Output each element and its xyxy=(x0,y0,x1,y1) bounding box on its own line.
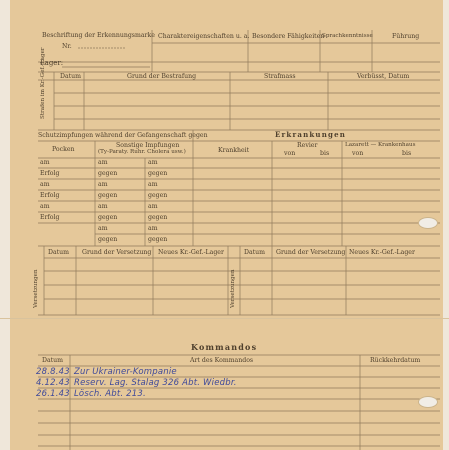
impf-c-row: gegen xyxy=(148,170,168,177)
impf-b-row: am xyxy=(98,159,108,166)
impf-a-row: am xyxy=(40,181,50,188)
impf-b-row: gegen xyxy=(98,214,118,221)
impf-b-row: gegen xyxy=(98,192,118,199)
impf-a-row: Erfolg xyxy=(40,214,60,221)
impf-a-row: am xyxy=(40,159,50,166)
header-kommando-datum: Datum xyxy=(42,357,63,364)
header-pocken: Pocken xyxy=(52,146,75,153)
impf-b-row: am xyxy=(98,225,108,232)
header-vers-datum-left: Datum xyxy=(48,249,69,256)
header-verbuesst: Verbüsst, Datum xyxy=(357,73,410,80)
header-revier-bis: bis xyxy=(320,150,330,157)
punch-hole-lower xyxy=(418,396,438,408)
impf-b-row: gegen xyxy=(98,236,118,243)
impf-b-row: am xyxy=(98,181,108,188)
kommando-datum-1: 28.8.43 xyxy=(36,367,70,377)
header-strafmass: Strafmass xyxy=(264,73,296,80)
kommando-datum-3: 26.1.43 xyxy=(36,389,70,399)
header-lazarett: Lazarett — Krankenhaus xyxy=(345,142,416,148)
impf-c-row: gegen xyxy=(148,236,168,243)
header-kommando-art: Art des Kommandos xyxy=(190,357,254,364)
kommando-art-1: Zur Ukrainer-Kompanie xyxy=(74,367,177,377)
impf-c-row: gegen xyxy=(148,192,168,199)
header-lazarett-bis: bis xyxy=(402,150,412,157)
header-vers-datum-right: Datum xyxy=(244,249,265,256)
header-charakter: Charaktereigenschaften u. a. xyxy=(158,33,250,40)
kommando-datum-2: 4.12.43 xyxy=(36,378,70,388)
header-faehigkeiten: Besondere Fähigkeiten xyxy=(252,33,325,40)
impf-b-row: am xyxy=(98,203,108,210)
impf-c-row: am xyxy=(148,203,158,210)
header-revier: Revier xyxy=(297,142,318,149)
impf-a-row: am xyxy=(40,203,50,210)
section-title-kommandos: Kommandos xyxy=(191,342,258,352)
header-erkrankungen: Erkrankungen xyxy=(275,130,347,139)
side-label-versetzungen-right: Versetzungen xyxy=(230,269,236,308)
header-sonstige-detail: (Ty-Paraty. Ruhr. Cholera usw.) xyxy=(98,149,186,155)
header-vers-grund-left: Grund der Versetzung xyxy=(82,249,152,256)
header-krankheit: Krankheit xyxy=(218,147,250,154)
header-fuehrung: Führung xyxy=(392,33,420,40)
kommando-art-3: Lösch. Abt. 213. xyxy=(74,389,146,399)
side-label-strafen: Strafen im Kr.-Gef.-Lager xyxy=(40,47,46,119)
label-beschriftung: Beschriftung der Erkennungsmarke xyxy=(42,32,155,39)
header-sonstige: Sonstige Impfungen xyxy=(116,142,180,149)
impf-c-row: am xyxy=(148,225,158,232)
fold-crease xyxy=(0,318,449,319)
header-vers-neues-right: Neues Kr.-Gef.-Lager xyxy=(349,249,415,256)
side-label-versetzungen-left: Versetzungen xyxy=(33,269,39,308)
punch-hole-upper xyxy=(418,217,438,229)
header-vers-grund-right: Grund der Versetzung xyxy=(276,249,346,256)
header-lazarett-von: von xyxy=(352,150,364,157)
label-nr: Nr. xyxy=(62,43,72,50)
impf-c-row: am xyxy=(148,159,158,166)
header-rueckkehrdatum: Rückkehrdatum xyxy=(370,357,421,364)
impf-c-row: am xyxy=(148,181,158,188)
impf-b-row: gegen xyxy=(98,170,118,177)
header-strafen-datum: Datum xyxy=(60,73,81,80)
header-schutzimpfungen: Schutzimpfungen während der Gefangenschaft gegen xyxy=(38,132,208,139)
impf-a-row: Erfolg xyxy=(40,192,60,199)
impf-a-row: Erfolg xyxy=(40,170,60,177)
header-vers-neues-left: Neues Kr.-Gef.-Lager xyxy=(158,249,224,256)
impf-c-row: gegen xyxy=(148,214,168,221)
header-strafen-grund: Grund der Bestrafung xyxy=(127,73,197,80)
header-sprachkenntnisse: Sprachkenntnisse xyxy=(322,33,373,39)
header-revier-von: von xyxy=(284,150,296,157)
label-lager: Lager: xyxy=(40,59,64,67)
kommando-art-2: Reserv. Lag. Stalag 326 Abt. Wiedbr. xyxy=(74,378,237,388)
